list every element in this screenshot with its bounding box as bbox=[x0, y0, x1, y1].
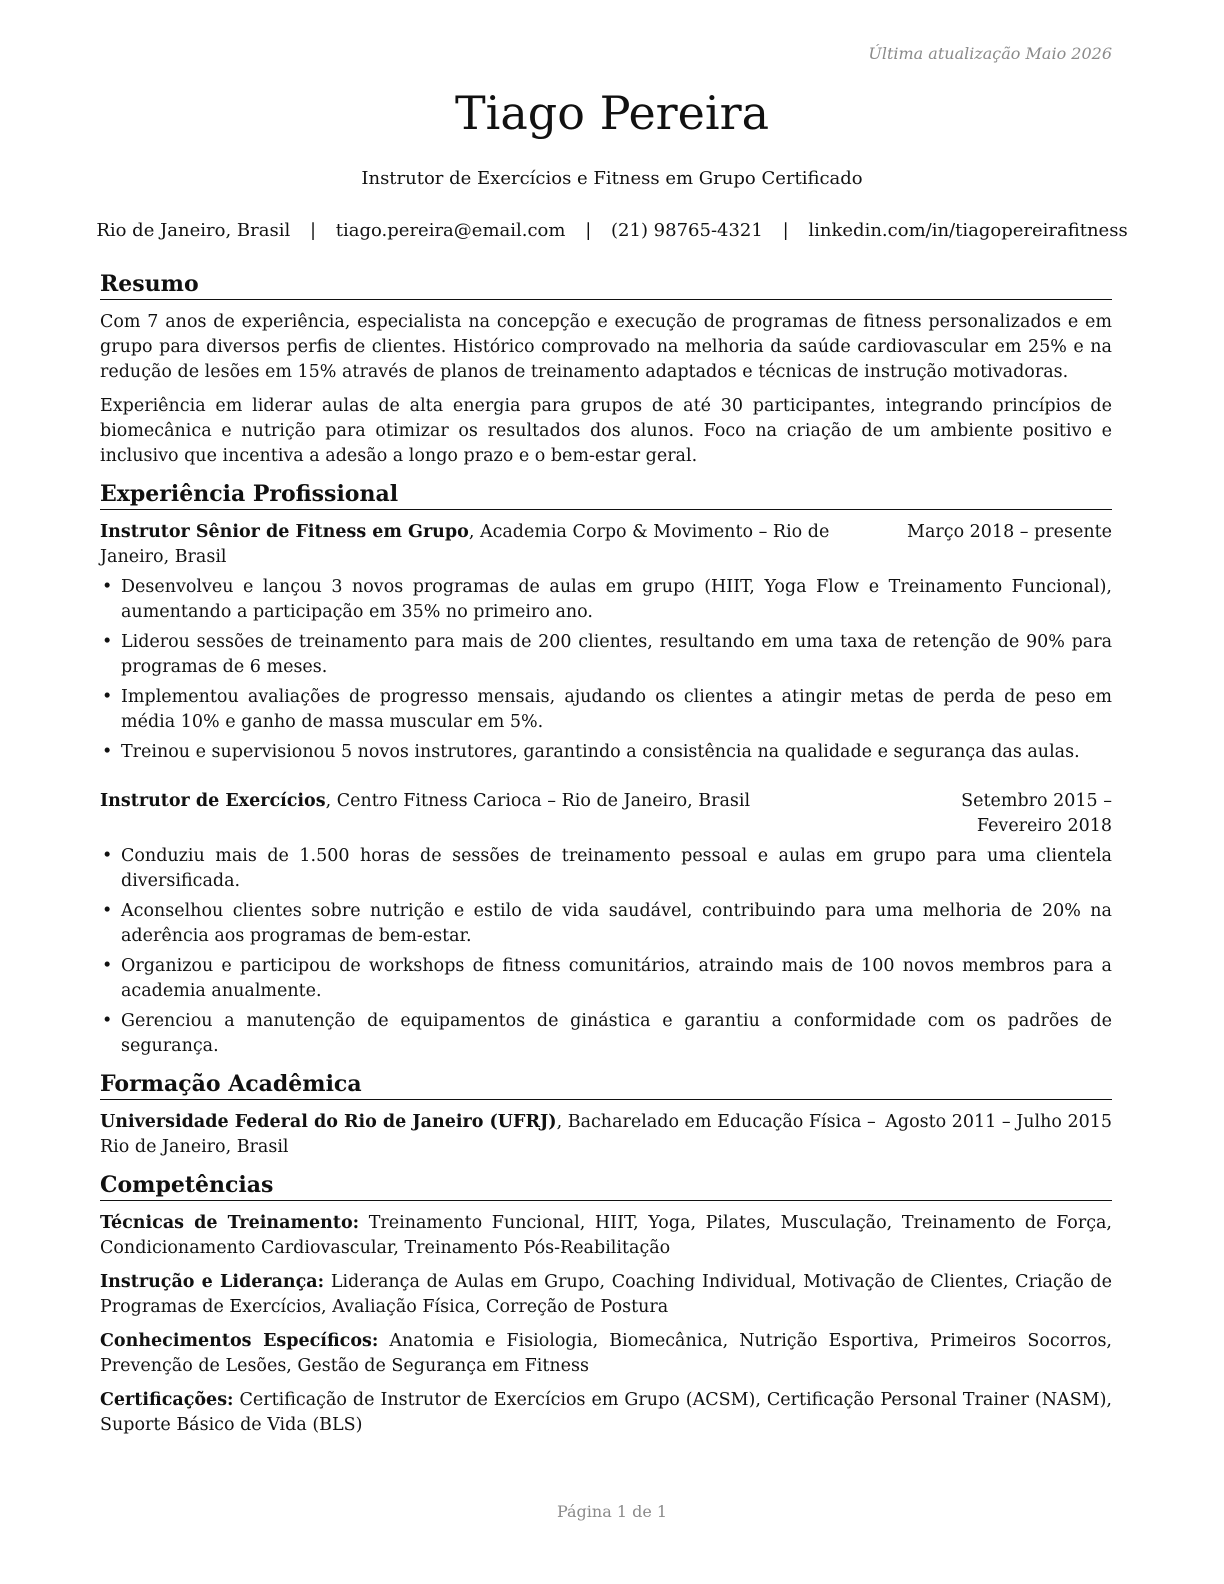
skill-group bbox=[100, 1388, 1112, 1438]
section-heading-education: Formação Acadêmica bbox=[100, 1070, 1112, 1100]
candidate-name: Tiago Pereira bbox=[454, 86, 770, 140]
contact-separator: | bbox=[585, 220, 592, 241]
contact-location: Rio de Janeiro, Brasil bbox=[96, 220, 291, 241]
skill-group bbox=[100, 1270, 1112, 1320]
job-organization: , Centro Fitness Carioca – Rio de Janeiro, Brasil bbox=[325, 791, 751, 811]
contact-separator: | bbox=[309, 220, 317, 241]
skill-label: Conhecimentos Específicos: bbox=[100, 1331, 379, 1351]
contact-separator: | bbox=[782, 220, 789, 241]
page-number: Página 1 de 1 bbox=[556, 1502, 668, 1521]
section-heading-summary: Resumo bbox=[100, 270, 1112, 300]
contact-email[interactable]: tiago.pereira@email.com bbox=[335, 220, 566, 241]
summary-paragraph: Experiência em liderar aulas de alta energia para grupos de até 30 participantes, integrando princípios de biomecânica e nutrição para otimizar os resultados dos alunos. Foco na criação de um ambiente positivo e inclusivo que incentiva a adesão a longo prazo e o bem-estar geral. bbox=[100, 396, 1112, 466]
contact-linkedin[interactable]: linkedin.com/in/tiagopereirafitness bbox=[808, 220, 1128, 241]
job-bullet: • Conduziu mais de 1.500 horas de sessões de treinamento pessoal e aulas em grupo para uma clientela diversificada. bbox=[100, 844, 1112, 894]
experience-section bbox=[100, 480, 1112, 1059]
job-title: Instrutor de Exercícios bbox=[100, 791, 326, 811]
skills-section bbox=[100, 1171, 1112, 1438]
job-bullet: • Desenvolveu e lançou 3 novos programas de aulas em grupo (HIIT, Yoga Flow e Treinamento Funcional), aumentando a participação em 35% no primeiro ano. bbox=[100, 575, 1112, 625]
job-title: Instrutor Sênior de Fitness em Grupo bbox=[100, 522, 469, 542]
section-heading-experience: Experiência Profissional bbox=[100, 480, 1112, 510]
job-dates: Setembro 2015 – Fevereiro 2018 bbox=[961, 791, 1112, 836]
skill-text: Liderança de Aulas em Grupo, Coaching Individual, Motivação de Clientes, Criação de Programas de Exercícios, Avaliação Física, Correção de Postura bbox=[100, 1272, 1112, 1317]
job-organization: , Academia Corpo & Movimento – Rio de Janeiro, Brasil bbox=[100, 522, 830, 567]
summary-paragraph: Com 7 anos de experiência, especialista na concepção e execução de programas de fitness personalizados e em grupo para diversos perfis de clientes. Histórico comprovado na melhoria da saúde cardiovascular em 25% e na redução de lesões em 15% através de planos de treinamento adaptados e técnicas de instrução motivadoras. bbox=[100, 312, 1112, 382]
education-dates: Agosto 2011 – Julho 2015 bbox=[885, 1112, 1112, 1132]
job-bullets bbox=[100, 575, 1112, 765]
last-updated: Última atualização Maio 2026 bbox=[868, 44, 1112, 63]
job-header bbox=[100, 520, 1112, 570]
job-bullet: • Implementou avaliações de progresso mensais, ajudando os clientes a atingir metas de perda de peso em média 10% e ganho de massa muscular em 5%. bbox=[100, 685, 1112, 735]
skill-label: Certificações: bbox=[100, 1390, 234, 1410]
job-header bbox=[100, 789, 1112, 839]
skill-text: Treinamento Funcional, HIIT, Yoga, Pilates, Musculação, Treinamento de Força, Condicionamento Cardiovascular, Treinamento Pós-Reabilitação bbox=[100, 1213, 1112, 1258]
job-bullet: • Liderou sessões de treinamento para mais de 200 clientes, resultando em uma taxa de retenção de 90% para programas de 6 meses. bbox=[100, 630, 1112, 680]
contact-phone: (21) 98765-4321 bbox=[611, 220, 763, 241]
job-bullet: • Gerenciou a manutenção de equipamentos de ginástica e garantiu a conformidade com os padrões de segurança. bbox=[100, 1009, 1112, 1059]
summary-section bbox=[100, 270, 1112, 469]
skill-label: Instrução e Liderança: bbox=[100, 1272, 325, 1292]
education-school: Universidade Federal do Rio de Janeiro (UFRJ) bbox=[100, 1112, 557, 1132]
job-title-line bbox=[100, 520, 873, 570]
contact-line bbox=[0, 220, 1224, 241]
job-bullet: • Treinou e supervisionou 5 novos instrutores, garantindo a consistência na qualidade e segurança das aulas. bbox=[100, 740, 1112, 765]
education-section bbox=[100, 1070, 1112, 1160]
job-dates: Março 2018 – presente bbox=[907, 522, 1112, 542]
job-title-line bbox=[100, 789, 842, 814]
education-line bbox=[100, 1110, 877, 1160]
skill-group bbox=[100, 1329, 1112, 1379]
professional-title: Instrutor de Exercícios e Fitness em Grupo Certificado bbox=[361, 168, 863, 189]
job-bullet: • Aconselhou clientes sobre nutrição e estilo de vida saudável, contribuindo para uma melhoria de 20% na aderência aos programas de bem-estar. bbox=[100, 899, 1112, 949]
education-degree: , Bacharelado em Educação Física – Rio de Janeiro, Brasil bbox=[100, 1112, 876, 1157]
education-entry bbox=[100, 1110, 1112, 1160]
skill-group bbox=[100, 1211, 1112, 1261]
section-heading-skills: Competências bbox=[100, 1171, 1112, 1201]
skill-label: Técnicas de Treinamento: bbox=[100, 1213, 360, 1233]
resume-body bbox=[100, 270, 1112, 1449]
job-bullet: • Organizou e participou de workshops de fitness comunitários, atraindo mais de 100 novos membros para a academia anualmente. bbox=[100, 954, 1112, 1004]
job-bullets bbox=[100, 844, 1112, 1059]
skill-text: Certificação de Instrutor de Exercícios em Grupo (ACSM), Certificação Personal Trainer (NASM), Suporte Básico de Vida (BLS) bbox=[100, 1390, 1112, 1435]
skill-text: Anatomia e Fisiologia, Biomecânica, Nutrição Esportiva, Primeiros Socorros, Prevenção de Lesões, Gestão de Segurança em Fitness bbox=[100, 1331, 1112, 1376]
